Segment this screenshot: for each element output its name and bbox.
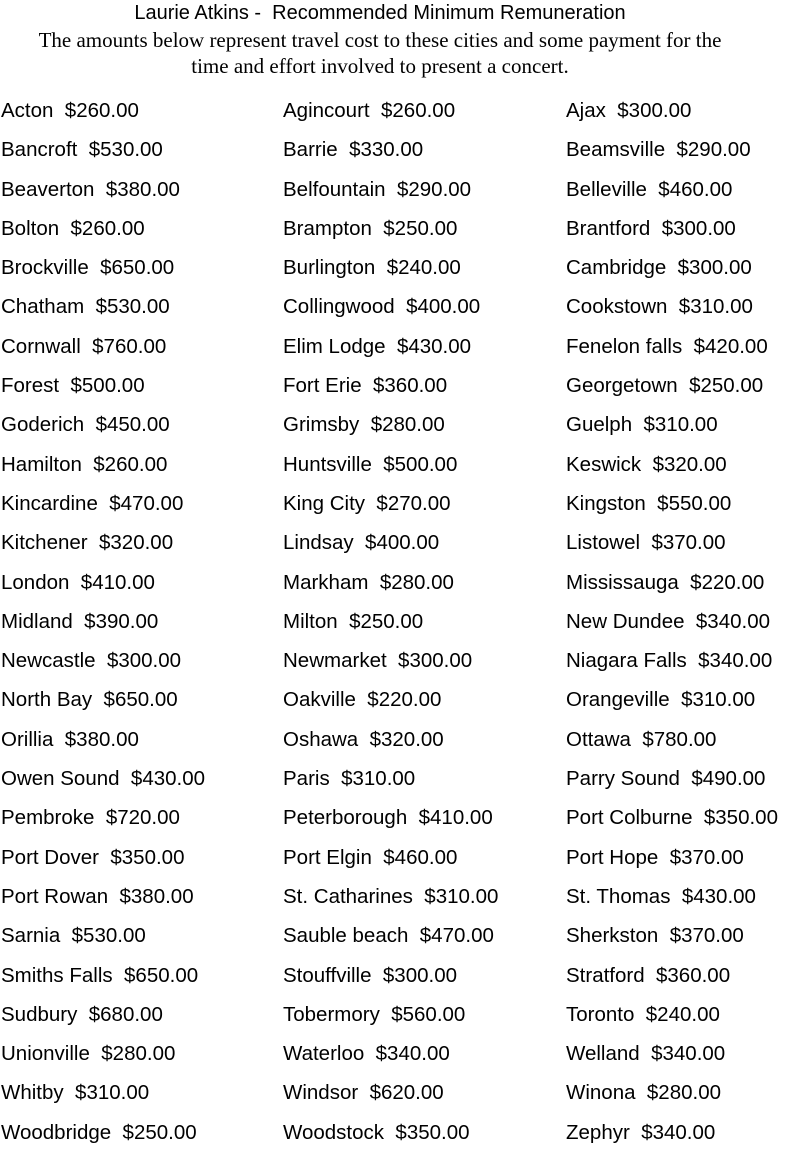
table-row (0, 327, 800, 366)
city-rate-entry: Georgetown $250.00 (566, 374, 764, 398)
city-rate-entry: Port Colburne $350.00 (566, 806, 778, 830)
table-row (0, 1034, 800, 1073)
table-row (0, 248, 800, 287)
table-row (0, 130, 800, 169)
city-rate-entry: Lindsay $400.00 (283, 531, 440, 555)
city-rate-entry: Pembroke $720.00 (1, 806, 180, 830)
city-rate-entry: Peterborough $410.00 (283, 806, 493, 830)
city-rate-entry: Milton $250.00 (283, 609, 424, 633)
city-rate-entry: Brantford $300.00 (566, 216, 736, 240)
city-rate-entry: Bancroft $530.00 (1, 138, 163, 162)
city-rate-entry: Fenelon falls $420.00 (566, 334, 768, 358)
table-row (0, 523, 800, 562)
table-row (0, 405, 800, 444)
city-rate-entry: Paris $310.00 (283, 767, 416, 791)
city-rate-entry: Whitby $310.00 (1, 1081, 150, 1105)
city-rate-entry: Hamilton $260.00 (1, 452, 168, 476)
table-row (0, 838, 800, 877)
city-rate-entry: Ajax $300.00 (566, 99, 692, 122)
city-rate-entry: Port Dover $350.00 (1, 845, 185, 869)
page-title: Laurie Atkins - Recommended Minimum Remuneration (134, 2, 626, 24)
city-rate-entry: Tobermory $560.00 (283, 1002, 466, 1026)
city-rate-entry: Stratford $360.00 (566, 963, 731, 987)
city-rate-entry: Oakville $220.00 (283, 688, 442, 712)
city-rate-entry: Midland $390.00 (1, 609, 159, 633)
city-rate-entry: Niagara Falls $340.00 (566, 649, 773, 673)
table-row (0, 484, 800, 523)
city-rate-entry: Keswick $320.00 (566, 452, 727, 476)
table-row (0, 209, 800, 248)
table-row (0, 916, 800, 955)
city-rate-entry: Goderich $450.00 (1, 413, 170, 437)
table-row (0, 366, 800, 405)
city-rate-entry: Barrie $330.00 (283, 138, 424, 162)
table-row (0, 995, 800, 1034)
city-rate-entry: Listowel $370.00 (566, 531, 726, 555)
table-row (0, 1073, 800, 1112)
city-rate-entry: Parry Sound $490.00 (566, 767, 766, 791)
city-rate-entry: Brampton $250.00 (283, 216, 458, 240)
table-row (0, 563, 800, 602)
city-rate-entry: Burlington $240.00 (283, 256, 461, 280)
table-row (0, 170, 800, 209)
city-rate-entry: Elim Lodge $430.00 (283, 334, 472, 358)
city-rate-entry: Bolton $260.00 (1, 216, 145, 240)
city-rate-entry: Cookstown $310.00 (566, 295, 753, 319)
city-rate-entry: Cornwall $760.00 (1, 334, 167, 358)
remuneration-table (0, 91, 800, 1152)
city-rate-entry: St. Catharines $310.00 (283, 884, 499, 908)
city-rate-entry: Toronto $240.00 (566, 1002, 720, 1026)
city-rate-entry: Chatham $530.00 (1, 295, 170, 319)
city-rate-entry: Woodstock $350.00 (283, 1120, 470, 1144)
table-row (0, 445, 800, 484)
city-rate-entry: Cambridge $300.00 (566, 256, 752, 280)
city-rate-entry: Oshawa $320.00 (283, 727, 444, 751)
city-rate-entry: Sauble beach $470.00 (283, 924, 494, 948)
table-row (0, 798, 800, 837)
table-row (0, 956, 800, 995)
city-rate-entry: King City $270.00 (283, 491, 451, 515)
city-rate-entry: Kitchener $320.00 (1, 531, 174, 555)
city-rate-entry: Acton $260.00 (1, 99, 139, 122)
city-rate-entry: Sarnia $530.00 (1, 924, 146, 948)
city-rate-entry: Belleville $460.00 (566, 177, 733, 201)
city-rate-entry: Kingston $550.00 (566, 491, 732, 515)
city-rate-entry: Grimsby $280.00 (283, 413, 445, 437)
table-row (0, 680, 800, 719)
city-rate-entry: North Bay $650.00 (1, 688, 178, 712)
city-rate-entry: Orillia $380.00 (1, 727, 139, 751)
city-rate-entry: Sherkston $370.00 (566, 924, 744, 948)
city-rate-entry: Mississauga $220.00 (566, 570, 765, 594)
city-rate-entry: Brockville $650.00 (1, 256, 175, 280)
table-row (0, 287, 800, 326)
city-rate-entry: Beamsville $290.00 (566, 138, 751, 162)
page-subtitle (0, 27, 760, 79)
city-rate-entry: Port Rowan $380.00 (1, 884, 194, 908)
city-rate-entry: Newcastle $300.00 (1, 649, 182, 673)
city-rate-entry: Sudbury $680.00 (1, 1002, 163, 1026)
city-rate-entry: Welland $340.00 (566, 1042, 726, 1066)
city-rate-entry: Newmarket $300.00 (283, 649, 473, 673)
city-rate-entry: Kincardine $470.00 (1, 491, 184, 515)
city-rate-entry: Huntsville $500.00 (283, 452, 458, 476)
city-rate-entry: Guelph $310.00 (566, 413, 718, 437)
table-row (0, 602, 800, 641)
city-rate-entry: Zephyr $340.00 (566, 1120, 716, 1144)
city-rate-entry: Forest $500.00 (1, 374, 145, 398)
city-rate-entry: Port Elgin $460.00 (283, 845, 458, 869)
table-row (0, 720, 800, 759)
city-rate-entry: Beaverton $380.00 (1, 177, 180, 201)
city-rate-entry: Ottawa $780.00 (566, 727, 717, 751)
table-row (0, 877, 800, 916)
city-rate-entry: Winona $280.00 (566, 1081, 722, 1105)
city-rate-entry: Port Hope $370.00 (566, 845, 744, 869)
city-rate-entry: Windsor $620.00 (283, 1081, 444, 1105)
city-rate-entry: Smiths Falls $650.00 (1, 963, 199, 987)
subtitle-line-1: The amounts below represent travel cost to these cities and some payment for the (38, 28, 722, 52)
city-rate-entry: London $410.00 (1, 570, 155, 594)
city-rate-entry: Stouffville $300.00 (283, 963, 457, 987)
city-rate-entry: St. Thomas $430.00 (566, 884, 756, 908)
city-rate-entry: Unionville $280.00 (1, 1042, 176, 1066)
table-row (0, 641, 800, 680)
city-rate-entry: Agincourt $260.00 (283, 99, 456, 122)
city-rate-entry: Woodbridge $250.00 (1, 1120, 197, 1144)
table-row (0, 759, 800, 798)
city-rate-entry: Collingwood $400.00 (283, 295, 481, 319)
city-rate-entry: Fort Erie $360.00 (283, 374, 448, 398)
city-rate-entry: Orangeville $310.00 (566, 688, 756, 712)
table-row (0, 1113, 800, 1152)
city-rate-entry: Belfountain $290.00 (283, 177, 472, 201)
table-row (0, 91, 800, 130)
city-rate-entry: Owen Sound $430.00 (1, 767, 206, 791)
subtitle-line-2: time and effort involved to present a concert. (191, 54, 569, 78)
city-rate-entry: New Dundee $340.00 (566, 609, 771, 633)
city-rate-entry: Markham $280.00 (283, 570, 454, 594)
city-rate-entry: Waterloo $340.00 (283, 1042, 450, 1066)
